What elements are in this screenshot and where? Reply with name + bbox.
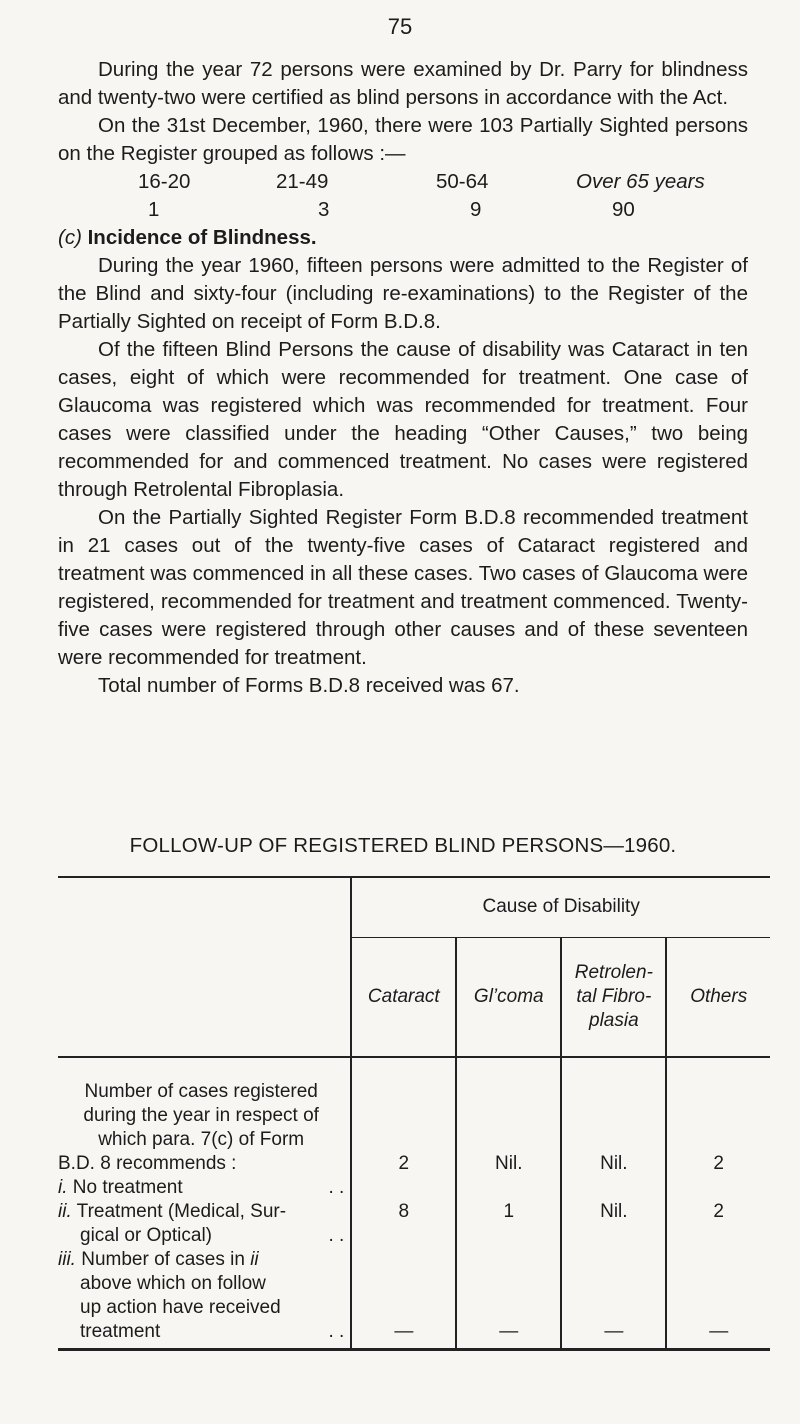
section-letter: (c) [58,226,82,249]
age-header-over-65: Over 65 years [576,170,705,193]
intro-line: B.D. 8 recommends : [58,1152,237,1174]
col-values-glcoma [456,1057,561,1350]
col-values-cataract [351,1057,456,1350]
table-group-header-row [58,877,770,937]
row-label-follow-up-cont: up action have received [80,1296,281,1318]
paragraph-blind-causes: Of the fifteen Blind Persons the cause of disability was Cataract in ten cases, eight of which were recommended for treatment. One case of Glaucoma was registered which was recommended for treatment. Four cases were classified under the heading “Other Causes,” two being recommended for and commenced treatment. No cases were registered through Retrolental Fibroplasia. [58,338,748,501]
col-header-cataract: Cataract [351,937,456,1057]
paragraph-forms-total: Total number of Forms B.D.8 received was 67. [98,674,520,697]
cell-value: 1 [503,1200,515,1222]
table-corner-lower [58,937,351,1057]
table-column-header-row [58,937,770,1057]
cell-value: 8 [398,1200,410,1222]
intro-line: which para. 7(c) of Form [98,1128,305,1150]
intro-line: Number of cases registered [84,1080,318,1102]
age-header-16-20: 16-20 [138,170,191,193]
section-heading [58,224,748,252]
follow-up-table [58,876,770,1351]
col-values-others [666,1057,770,1350]
row-label-no-treatment: i. No treatment . . [58,1176,345,1198]
cell-value: 2 [398,1152,410,1174]
age-header-21-49: 21-49 [276,170,329,193]
cell-value: Nil. [495,1152,523,1174]
age-group-values [58,196,748,224]
row-label-treatment: ii. Treatment (Medical, Sur- [58,1200,287,1222]
table-title: FOLLOW-UP OF REGISTERED BLIND PERSONS—1960. [129,834,677,857]
body-text [58,56,748,700]
cell-value: Nil. [600,1152,628,1174]
section-title: Incidence of Blindness. [87,226,317,249]
age-group-headers [58,168,748,196]
age-value-16-20: 1 [148,198,160,221]
page-number: 75 [387,14,413,39]
paragraph-examinations: During the year 72 persons were examined by Dr. Parry for blindness and twenty-two were certified as blind persons in accordance with the Act. [58,58,748,109]
cell-value: Nil. [600,1200,628,1222]
col-header-others: Others [666,937,770,1057]
intro-line: during the year in respect of [83,1104,319,1126]
col-header-glcoma: Gl’coma [456,937,561,1057]
paragraph-partially-sighted: On the 31st December, 1960, there were 103 Partially Sighted persons on the Register grouped as follows :— [58,114,748,165]
row-label-treatment-cont: gical or Optical) . . [80,1224,345,1246]
cell-value: 2 [713,1200,724,1222]
row-labels [58,1057,351,1350]
cause-of-disability-header: Cause of Disability [351,877,770,937]
age-header-50-64: 50-64 [436,170,489,193]
age-value-21-49: 3 [318,198,330,221]
table-body-row [58,1057,770,1350]
cell-value: — [394,1320,414,1342]
row-label-follow-up-cont: above which on follow [80,1272,266,1294]
cell-value: — [499,1320,519,1342]
cell-value: — [709,1320,729,1342]
col-values-retrolental [561,1057,666,1350]
cell-value: — [604,1320,624,1342]
row-label-follow-up-cont: treatment . . [80,1320,345,1342]
paragraph-incidence: During the year 1960, fifteen persons were admitted to the Register of the Blind and sixty-four (including re-examinations) to the Register of the Partially Sighted on receipt of Form B.D.8. [58,254,748,333]
col-header-retrolental: Retrolen- tal Fibro- plasia [561,937,666,1057]
table-corner [58,877,351,937]
cell-value: 2 [713,1152,724,1174]
row-label-follow-up: iii. Number of cases in ii [58,1248,259,1270]
age-value-over-65: 90 [612,198,635,221]
age-value-50-64: 9 [470,198,482,221]
paragraph-partially-sighted-causes: On the Partially Sighted Register Form B.D.8 recommended treatment in 21 cases out of the twenty-five cases of Cataract registered and treatment was commenced in all these cases. Two cases of Glaucoma were registered, recommended for treatment and treatment commenced. Twenty-five cases were registered through other causes and of these seventeen were recommended for treatment. [58,506,748,669]
